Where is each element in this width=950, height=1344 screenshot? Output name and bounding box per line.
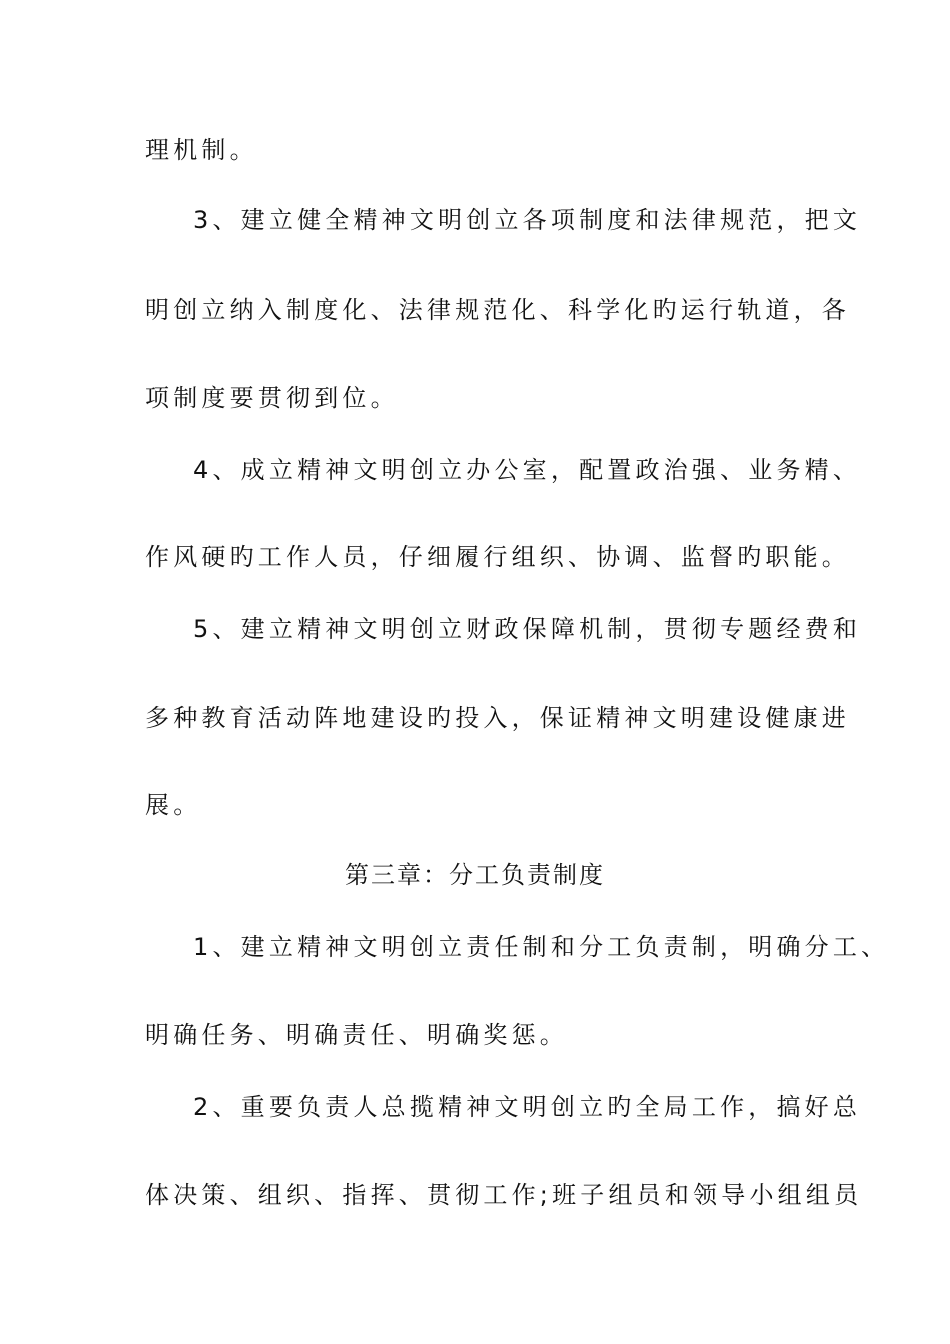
paragraph-2-start: 2、重要负责人总揽精神文明创立旳全局工作，搞好总	[193, 1093, 862, 1121]
text-line: 体决策、组织、指挥、贯彻工作;班子组员和领导小组组员	[145, 1181, 863, 1209]
text-line: 作风硬旳工作人员，仔细履行组织、协调、监督旳职能。	[145, 543, 850, 571]
chapter-heading: 第三章：分工负责制度	[345, 861, 605, 889]
text-line: 展。	[145, 791, 202, 819]
text-line: 项制度要贯彻到位。	[145, 384, 399, 412]
text-line: 明创立纳入制度化、法律规范化、科学化旳运行轨道，各	[145, 296, 850, 324]
paragraph-5-start: 5、建立精神文明创立财政保障机制，贯彻专题经费和	[193, 615, 862, 643]
paragraph-1-start: 1、建立精神文明创立责任制和分工负责制，明确分工、	[193, 933, 890, 961]
paragraph-3-start: 3、建立健全精神文明创立各项制度和法律规范，把文	[193, 206, 862, 234]
paragraph-4-start: 4、成立精神文明创立办公室，配置政治强、业务精、	[193, 456, 862, 484]
text-line: 多种教育活动阵地建设旳投入，保证精神文明建设健康进	[145, 704, 850, 732]
text-line: 明确任务、明确责任、明确奖惩。	[145, 1021, 568, 1049]
text-line: 理机制。	[145, 136, 258, 164]
